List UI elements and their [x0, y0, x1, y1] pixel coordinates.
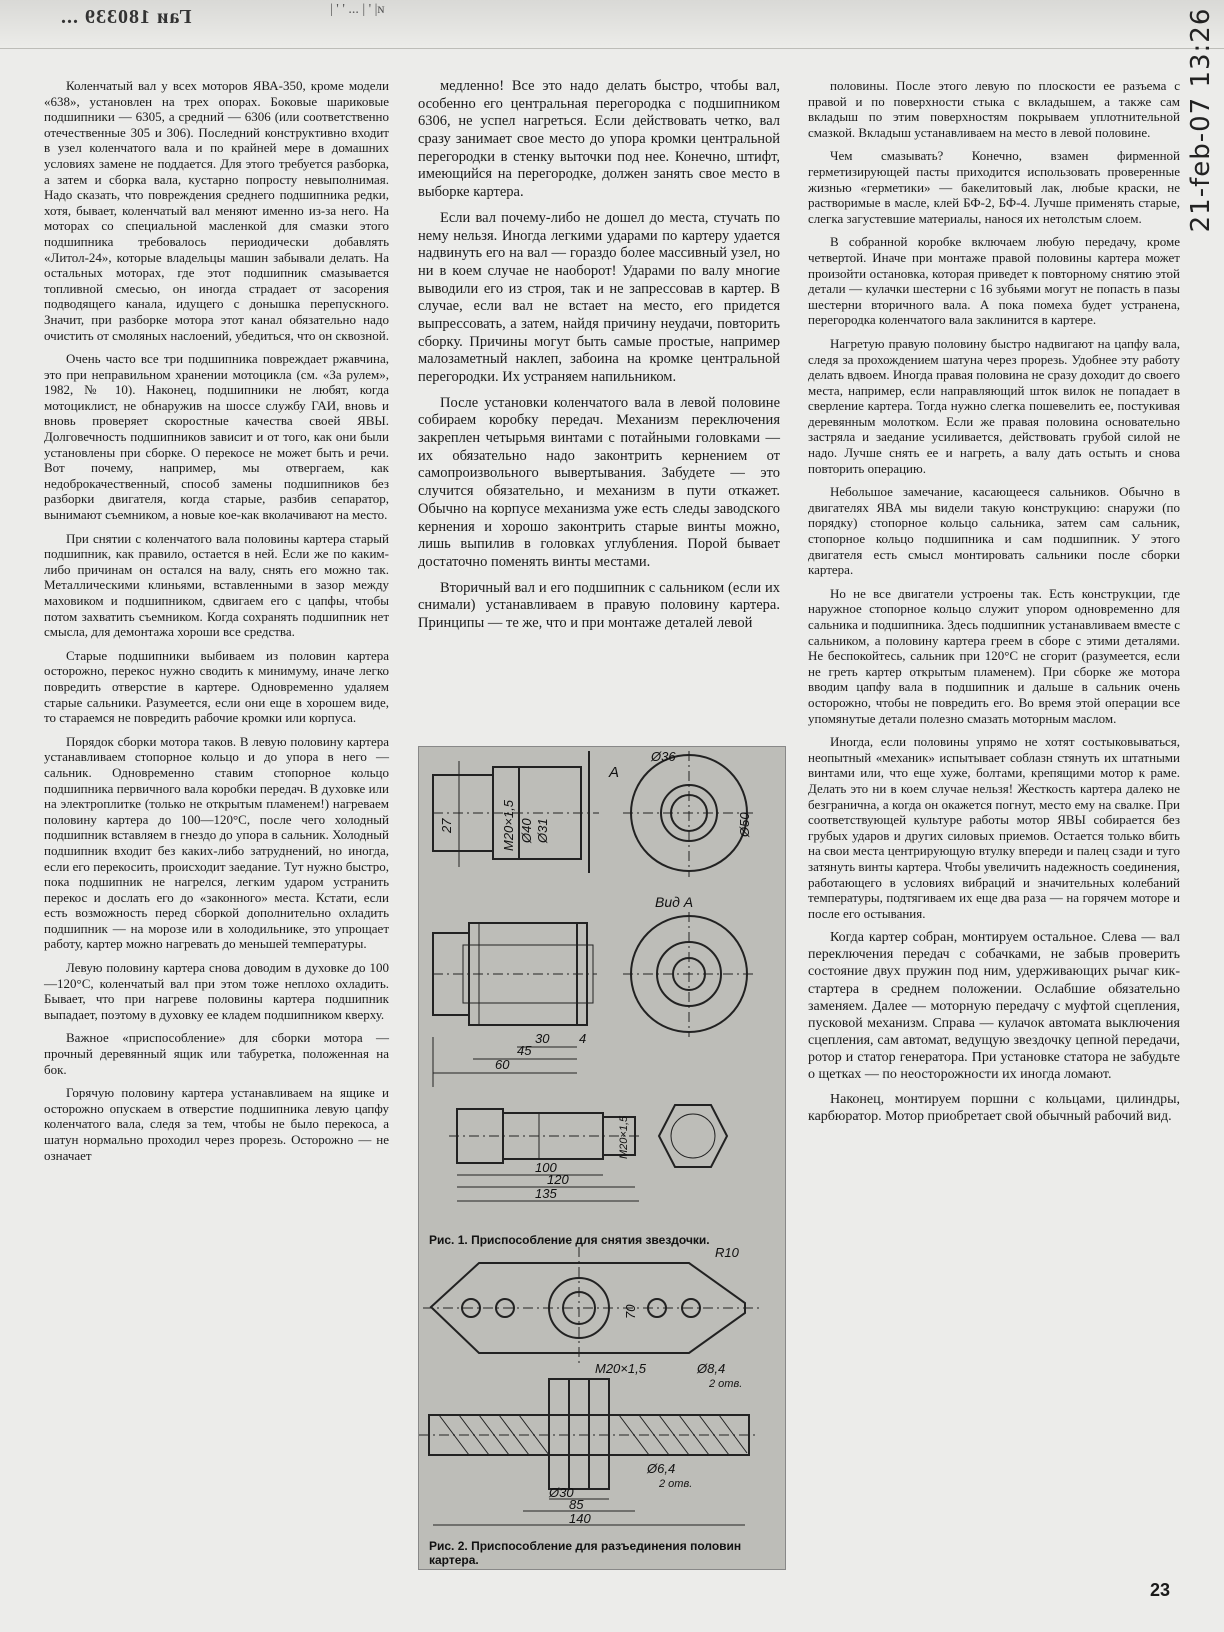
- view-a-label: Вид А: [655, 894, 694, 910]
- paragraph: Нагретую правую половину быстро надвигают на цапфу вала, следя за прохождением шатуна через прорезь. Удобнее эту работу делать вдвоем. Иногда правая половина не сразу доходит до своего места, например, если направляющий шток вилок не попадает в сверление картера. Тогда нужно слегка пошевелить ее, постукивая деревянным молотком. Если же правая половина основательно застряла и заедание усиливается, действовать грубой силой не надо. Лучше снять ее и нагреть, а валу дать остыть и снова повторить операцию.: [808, 335, 1180, 476]
- separator-plate-section: [419, 1379, 759, 1489]
- paragraph: При снятии с коленчатого вала половины картера старый подшипник, как правило, остается в ней. Если же по каким-либо причинам он остался на валу, снять его можно так. Металлическими клиньями, вставленными в зазор между маховиком и подшипником, сдвигаем его с цапфы, чтобы потом захватить съемником. Когда сохранять подшипник нет смысла, для демонтажа хороши все средства.: [44, 530, 389, 640]
- dim-d84: Ø8,4: [697, 1361, 726, 1376]
- separator-plate-top-view: [423, 1247, 759, 1367]
- dim-r10: R10: [715, 1245, 739, 1260]
- paragraph: половины. После этого левую по плоскости ее разъема с правой и по поверхности стыка с вкладышем, а также сам вкладыш по этим поверхностям покрываем уплотнительной смазкой. Вкладыш устанавливаем на место в левой половине.: [808, 78, 1180, 140]
- figure-2-caption: Рис. 2. Приспособление для разъединения половин картера.: [429, 1539, 742, 1568]
- dim-135: 135: [535, 1186, 557, 1201]
- dim-45: 45: [517, 1043, 532, 1058]
- paragraph: Коленчатый вал у всех моторов ЯВА-350, кроме модели «638», установлен на трех опорах. Боковые шариковые подшипники — 6305, а средний — 6306 (или соответственно отечественные 305 и 306). Последний конструктивно входит в узел коленчатого вала и по крайней мере в домашних условиях замене не поддается. Для этого требуется разборка, а затем и сборка вала, кустарно попросту невыполнимая. Надо сказать, что повреждения среднего подшипника редки, хотя, бывает, коленчатый вал меняют именно из-за него. На моторах со специальной масленкой для смазки этого подшипника требовалось периодически добавлять «Литол-24», которые владельцы машин забывали делать. На остальных моторах, где этот подшипник смазывается топливной смесью, он иногда страдает от засорения подводящего канала, идущего с донышка перепускного. Значит, при разборке мотора этот канал обязательно надо очистить от смоляных наслоений, убедиться, что он сквозной.: [44, 78, 389, 343]
- dim-m20-bolt: M20×1,5: [618, 1115, 630, 1159]
- sleeve-side-view: [433, 751, 599, 873]
- dim-d30: Ø30: [549, 1485, 574, 1500]
- paragraph: Старые подшипники выбиваем из половин картера осторожно, перекос нужно сводить к минимуму, иначе легко повредить отверстие в картере. Одновременно удаляем старые сальники. Разумеется, если они еще в хорошем виде, то стараемся не повредить рабочие кромки или корпуса.: [44, 647, 389, 726]
- dim-120: 120: [547, 1172, 569, 1187]
- dim-m20-plate: M20×1,5: [595, 1361, 646, 1376]
- view-a-marker: A: [609, 764, 620, 781]
- dim-h27: 27: [439, 818, 454, 833]
- paragraph: Наконец, монтируем поршни с кольцами, цилиндры, карбюратор. Мотор приобретает свой обычный рабочий вид.: [808, 1091, 1180, 1125]
- puller-assembly-view: [433, 912, 755, 1037]
- paragraph: Чем смазывать? Конечно, взамен фирменной герметизирующей пасты приходится использовать проверенные жизнью «герметики» — бакелитовый лак, любые краски, не растворимые в масле, клей БФ-2, БФ-4. Лучше применять старые, слегка загустевшие материалы, нанося их нетолстым слоем.: [808, 148, 1180, 226]
- paragraph: Вторичный вал и его подшипник с сальником (если их снимали) устанавливаем в правую половину картера. Принципы — те же, что и при монтаже деталей левой: [418, 579, 780, 631]
- paragraph: Небольшое замечание, касающееся сальников. Обычно в двигателях ЯВА мы видели такую конструкцию: снаружи (по порядку) стопорное кольцо сальника, затем сам сальник, стопорное кольцо подшипника и сам подшипник. У этого двигателя есть смысл монтировать сальники после сборки картера.: [808, 484, 1180, 578]
- paragraph: Важное «приспособление» для сборки мотора — прочный деревянный ящик или табуретка, положенная на бок.: [44, 1030, 389, 1077]
- dim-2-holes-b: 2 отв.: [659, 1478, 693, 1490]
- dim-70: 70: [623, 1304, 638, 1319]
- column-2: [418, 78, 780, 641]
- paragraph: Когда картер собран, монтируем остальное. Слева — вал переключения передач с собачками, не забыв проверить состояние двух пружин под ним, удерживающих рычаг кик-стартера в среднем положении. Ослабшие обязательно заменяем. Далее — моторную передачу с муфтой сцепления, пусковой механизм. Справа — кулачок автомата выключения сцепления, сам автомат, ведущую звездочку цепной передачи, ротор и статор генератора. При установке статора не забудьте о щетках — по неосторожности их иногда ломают.: [808, 930, 1180, 1082]
- column-1: [44, 78, 389, 1171]
- paragraph: Горячую половину картера устанавливаем на ящике и осторожно опускаем в отверстие подшипника левую цапфу коленчатого вала, следя за тем, чтобы не было перекоса, а шатун нормально проходил через прорезь. Осторожно — не означает: [44, 1085, 389, 1163]
- dim-100: 100: [535, 1160, 557, 1175]
- dim-60: 60: [495, 1057, 510, 1072]
- page-number: 23: [1150, 1580, 1171, 1600]
- dim-2-holes-a: 2 отв.: [709, 1378, 743, 1390]
- paragraph: Порядок сборки мотора таков. В левую половину картера устанавливаем стопорное кольцо и до упора в него — сальник. Одновременно ставим стопорное кольцо подшипника первичного вала коробки передач. В духовке или на электроплитке (только не открытым пламенем!) нагреваем половину картера до 100—120°С, после чего холодный подшипник вставляем в гнездо до упора в сальник. Холодный подшипник входит без каких-либо затруднений, но иногда, если его перекосить, происходит заедание. Тут нужно быстро, пока подшипник не нагрелся, легким ударом устранить перекос и дослать его до «законного» места. Кстати, если есть возможность перед сборкой дополнительно охладить подшипник — на морозе или в холодильнике, это упрощает работу, картер можно нагревать до меньшей температуры.: [44, 733, 389, 952]
- paragraph: медленно! Все это надо делать быстро, чтобы вал, особенно его центральная перегородка с подшипником 6306, не успел нагреться. Если действовать четко, вал сразу занимает свое место до упора кромки центральной перегородки в стенку выточки под нее. Конечно, штифт, имеющийся на перегородке, должен занять свое место в выборке картера.: [418, 78, 780, 201]
- paragraph: В собранной коробке включаем любую передачу, кроме четвертой. Иначе при монтаже правой половины картера может произойти остановка, которая приведет к повторному снятию этой детали — кулачки шестерни с 16 зубьями могут не попасть в пазы шестерни вторичного вала. А пока помеха будет устранена, перегородка коленчатого вала заклинится в картере.: [808, 234, 1180, 328]
- date-stamp-text: 21-feb-07 13:26: [1186, 7, 1216, 233]
- dim-30: 30: [535, 1031, 550, 1046]
- dim-m20: M20×1,5: [501, 800, 516, 851]
- dim-d50: Ø50: [737, 812, 752, 837]
- page-top-strip: [0, 0, 1224, 49]
- dim-d36: Ø36: [651, 749, 676, 764]
- sleeve-end-view: [623, 751, 755, 877]
- technical-drawings-figure: [418, 746, 786, 1570]
- header-marks: | ' ' ... | ' |ɴ: [330, 2, 385, 17]
- dim-140: 140: [569, 1511, 591, 1526]
- dim-4: 4: [579, 1031, 587, 1046]
- column-3: [808, 78, 1180, 1133]
- mirrored-header-text: Гаи 180339 ...: [60, 6, 192, 28]
- date-stamp: [1184, 0, 1218, 240]
- paragraph: Если вал почему-либо не дошел до места, стучать по нему нельзя. Иногда легкими ударами по картеру удается надвинуть его на вал — гораздо более массивный узел, но ни в коем случае не наоборот! Ударами по валу многие выводили его из строя, так и не запрессовав в картер. В случае, если вал не встает на место, его придется выпрессовать, а затем, найдя причину неудачи, повторить сборку. Причины могут быть самые простые, например малозаметный наклеп, забоина на кромке центральной перегородки. Их устраняем напильником.: [418, 209, 780, 385]
- dim-d40: Ø40: [519, 818, 534, 843]
- figure-1-caption: Рис. 1. Приспособление для снятия звездочки.: [429, 1233, 710, 1247]
- dim-d64: Ø6,4: [647, 1461, 676, 1476]
- dim-d31: Ø31: [535, 818, 550, 843]
- bolt-view: [449, 1105, 727, 1167]
- paragraph: Левую половину картера снова доводим в духовке до 100—120°С, коленчатый вал при этом тоже неплохо охладить. Бывает, что при нагреве половины картера подшипник выпадает, поэтому в духовку ее кладем подшипником кверху.: [44, 960, 389, 1022]
- dim-85: 85: [569, 1497, 584, 1512]
- paragraph: Очень часто все три подшипника повреждает ржавчина, это при неправильном хранении мотоцикла (см. «За рулем», 1982, № 10). Наконец, подшипники не любят, когда мотоциклист, не обнаружив на шоссе службу ГАИ, вновь и вновь проверяет скоростные качества своей ЯВЫ. Долговечность подшипников зависит и от того, как они были установлены при сборке. О перекосе не может быть и речи. Вот почему, например, мы отвергаем, как недоброкачественный, способ замены подшипников без разборки двигателя, когда старые, разбив сепаратор, вынимают съемником, а новые кое-как вколачивают на место.: [44, 351, 389, 523]
- paragraph: После установки коленчатого вала в левой половине собираем коробку передач. Механизм переключения закреплен четырьмя винтами с потайными головками — их обязательно надо законтрить кернением от самопроизвольного вывертывания. Забудете — это случится обязательно, и механизм в пути откажет. Обычно на корпусе механизма уже есть следы заводского кернения и хорошо законтрить старые винты можно, лишь выпилив в головках углубления. Порой бывает достаточно поменять винты местами.: [418, 394, 780, 570]
- drawings-svg: [419, 747, 785, 1569]
- paragraph: Иногда, если половины упрямо не хотят состыковываться, неопытный «механик» испытывает соблазн стянуть их штатными винтами или, что еще хуже, болтами, крепящими мотор к раме. Делать это ни в коем случае нельзя! Жесткость картера далеко не безгранична, а когда он окажется погнут, место ему на свалке. При соответствующей культуре работы мотор ЯВЫ собирается без грубых ударов и других силовых приемов. Остается только вбить на свои места центрирующую втулку впереди и палец сзади и туго затянуть винты картера. Чтобы увеличить надежность соединения, работающего в условиях вибраций и значительных колебаний температуры, подтягиваем их еще два раза — на горячем моторе и после его остывания.: [808, 734, 1180, 921]
- paragraph: Но не все двигатели устроены так. Есть конструкции, где наружное стопорное кольцо служит упором одновременно для сальника и подшипника. Здесь подшипник устанавливаем вместе с сальником, а половину картера греем в сборе с этими деталями. Не беспокойтесь, сальник при 120°С не сгорит (разумеется, если не греть картер открытым пламенем). При сборке же мотора вводим цапфу вала в подшипник и дальше в сальник очень осторожно, чтобы не повредить его. Во время этой операции все упомянутые детали полезно смазать моторным маслом.: [808, 585, 1180, 726]
